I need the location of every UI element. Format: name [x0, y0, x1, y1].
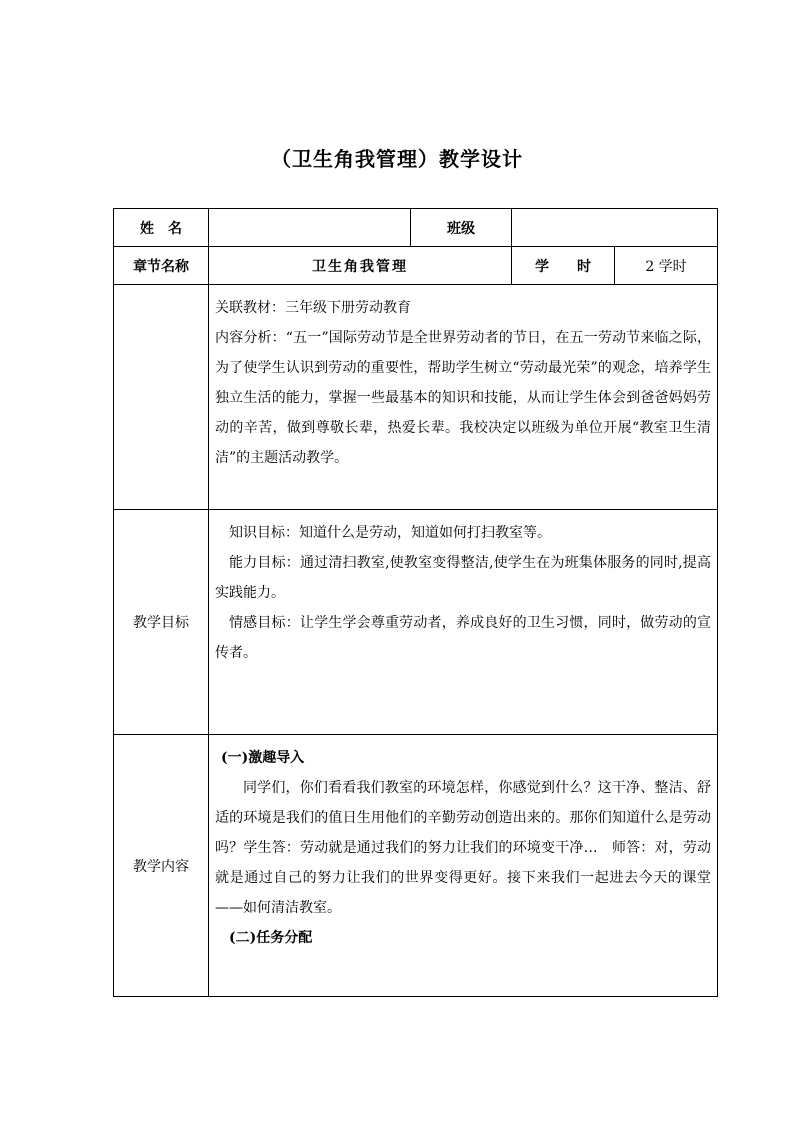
materials-line: 关联教材：三年级下册劳动教育: [215, 300, 411, 316]
materials-content: [209, 285, 718, 510]
objective-knowledge: 知识目标：知道什么是劳动，知道如何打扫教室等。: [229, 525, 551, 541]
objective-ability: 能力目标：通过清扫教室,使教室变得整洁,使学生在为班集体服务的同时,提高实践能力。: [215, 555, 711, 601]
section2-title: (二)任务分配: [229, 930, 313, 946]
page-title: （卫生角我管理）教学设计: [271, 147, 523, 171]
hours-label: 学 时: [512, 247, 615, 285]
objectives-content: [209, 510, 718, 735]
objective-emotion: 情感目标：让学生学会尊重劳动者，养成良好的卫生习惯，同时，做劳动的宣传者。: [215, 615, 711, 661]
class-label: 班级: [411, 209, 512, 247]
objectives-label: 教学目标: [114, 510, 209, 735]
hours-value: 2 学时: [615, 247, 718, 285]
row-objectives: [114, 510, 718, 735]
content-analysis: 内容分析：“五一”国际劳动节是全世界劳动者的节日，在五一劳动节来临之际，为了使学生认识到劳动的重要性，帮助学生树立“劳动最光荣”的观念，培养学生独立生活的能力，掌握一些最基本的知识和技能，从而让学生体会到爸爸妈妈劳动的辛苦，做到尊敬长辈，热爱长辈。我校决定以班级为单位开展“教室卫生清洁”的主题活动教学。: [215, 330, 711, 466]
content-label: 教学内容: [114, 735, 209, 997]
row-content: [114, 735, 718, 997]
section1-title: (一)激趣导入: [221, 750, 305, 766]
row-materials: [114, 285, 718, 510]
materials-label-cell: [114, 285, 209, 510]
name-label: 姓 名: [114, 209, 209, 247]
lesson-plan-table: [113, 208, 718, 997]
row-chapter: [114, 247, 718, 285]
chapter-label: 章节名称: [114, 247, 209, 285]
name-value: [209, 209, 411, 247]
row-name: [114, 209, 718, 247]
class-value: [512, 209, 718, 247]
section1-text: 同学们，你们看看我们教室的环境怎样，你感觉到什么？这干净、整洁、舒适的环境是我们的值日生用他们的辛勤劳动创造出来的。那你们知道什么是劳动吗？学生答：劳动就是通过我们的努力让我们的环境变干净… 师答：对，劳动就是通过自己的努力让我们的世界变得更好。接下来我们一起进去今天的课堂——如何清洁教室。: [215, 780, 711, 916]
teaching-content: [209, 735, 718, 997]
chapter-value: 卫生角我管理: [209, 247, 512, 285]
